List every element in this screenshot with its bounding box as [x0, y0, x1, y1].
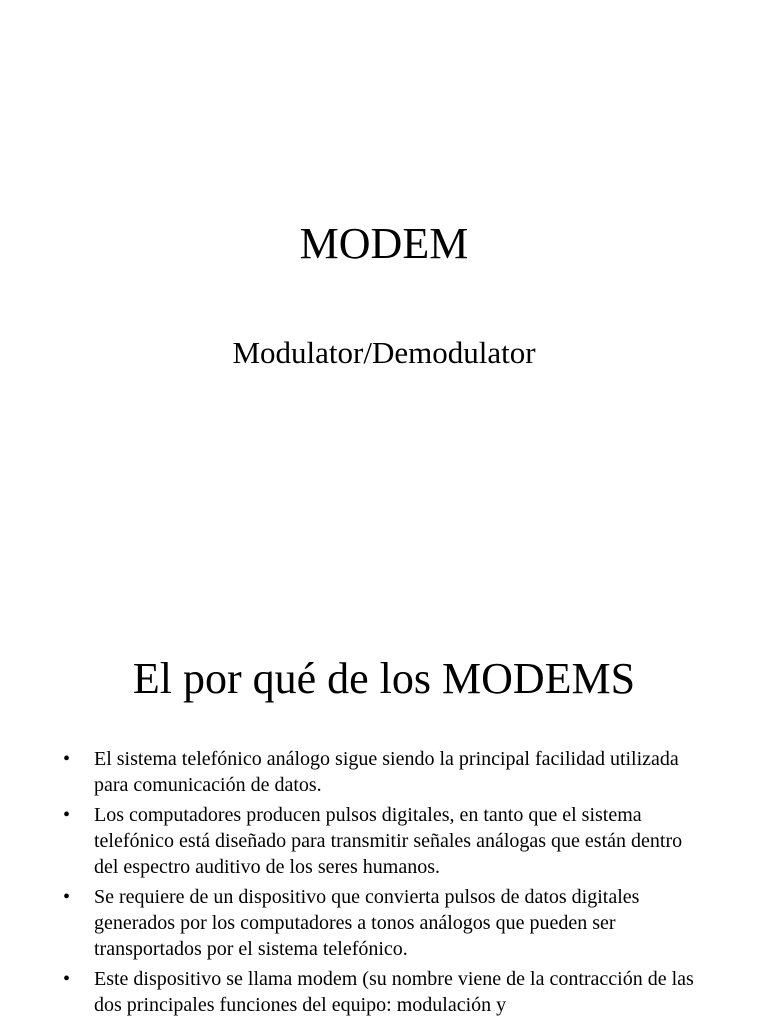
bullet-item	[60, 746, 700, 798]
bullet-icon: •	[63, 968, 71, 990]
bullet-text: Se requiere de un dispositivo que convierta pulsos de datos digitales generados por los computadores a tonos análogos que pueden ser transportados por el sistema telefónico.	[94, 886, 640, 960]
slide-title-modems-why: El por qué de los MODEMS	[132, 654, 636, 703]
bullet-text: El sistema telefónico análogo sigue siendo la principal facilidad utilizada para comunicación de datos.	[94, 748, 679, 796]
bullet-icon: •	[63, 886, 71, 908]
bullet-item	[60, 802, 700, 880]
bullet-list	[60, 746, 700, 1022]
bullet-item	[60, 966, 700, 1018]
slide-title-modem: MODEM	[299, 219, 469, 268]
bullet-text: Los computadores producen pulsos digitales, en tanto que el sistema telefónico está diseñado para transmitir señales análogas que están dentro del espectro auditivo de los seres humanos.	[94, 804, 683, 878]
bullet-text: Este dispositivo se llama modem (su nombre viene de la contracción de las dos principales funciones del equipo: modulación y	[94, 968, 694, 1016]
bullet-item	[60, 884, 700, 962]
slide-subtitle: Modulator/Demodulator	[232, 335, 536, 370]
bullet-icon: •	[63, 804, 71, 826]
bullet-icon: •	[63, 748, 71, 770]
